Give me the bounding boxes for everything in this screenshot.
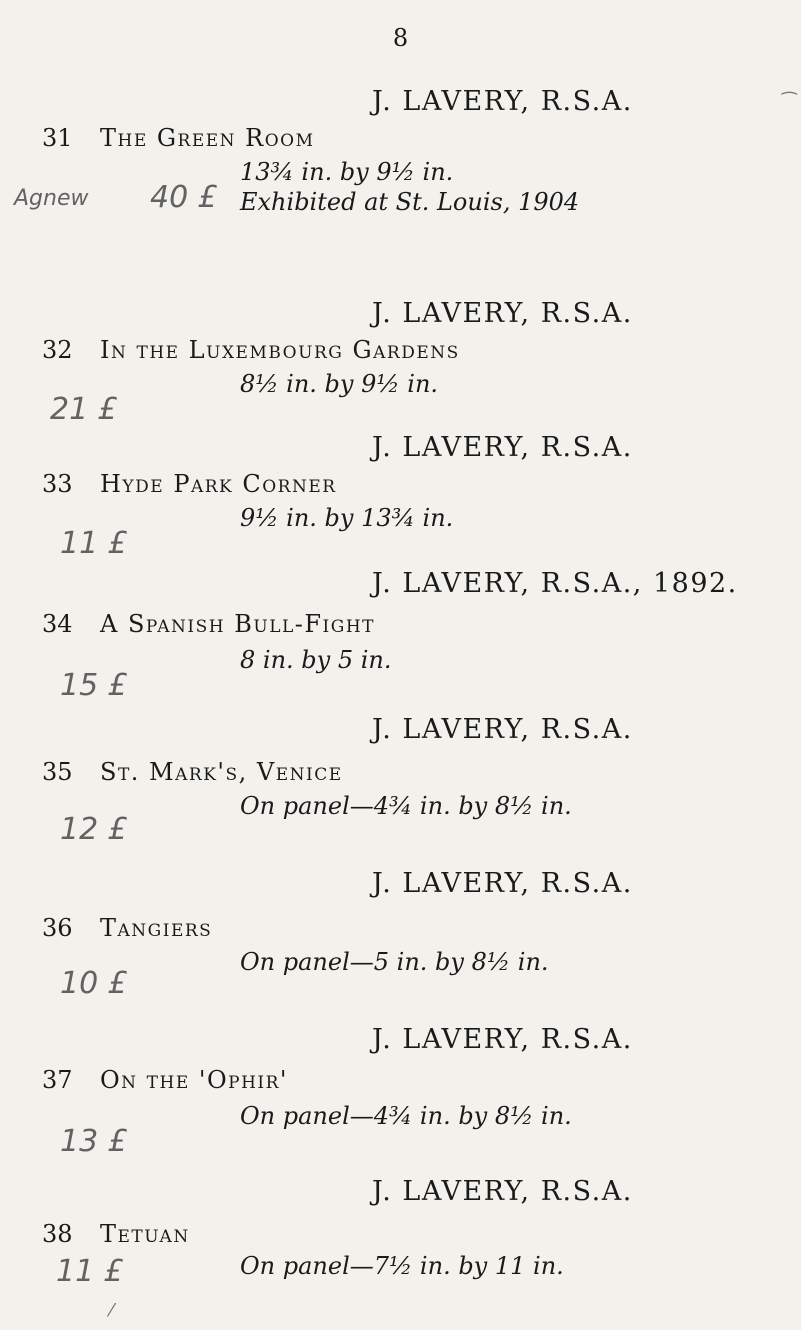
handwritten-price: 10 £ [60, 966, 127, 1001]
lot-number: 35 [42, 758, 73, 786]
lot-title: On the 'Ophir' [100, 1066, 289, 1094]
lot-artist: J. LAVERY, R.S.A. [372, 298, 633, 329]
lot-dimensions: 8½ in. by 9½ in. [240, 370, 439, 398]
lot-title: St. Mark's, Venice [100, 758, 343, 786]
lot-number: 38 [42, 1220, 73, 1248]
lot-number: 36 [42, 914, 73, 942]
lot-artist: J. LAVERY, R.S.A. [372, 1024, 633, 1055]
handwritten-price: 40 £ [150, 180, 217, 215]
lot-artist: J. LAVERY, R.S.A. [372, 86, 633, 117]
lot-dimensions: On panel—4¾ in. by 8½ in. [240, 792, 572, 820]
lot-artist: J. LAVERY, R.S.A. [372, 714, 633, 745]
handwritten-price: 15 £ [60, 668, 127, 703]
lot-number: 33 [42, 470, 73, 498]
lot-dimensions: 9½ in. by 13¾ in. [240, 504, 454, 532]
lot-number: 31 [42, 124, 73, 152]
lot-dimensions: On panel—4¾ in. by 8½ in. [240, 1102, 572, 1130]
handwritten-price: 21 £ [50, 392, 117, 427]
lot-title: The Green Room [100, 124, 315, 152]
handwritten-price: 11 £ [60, 526, 127, 561]
corner-mark-icon: ⁀ [782, 92, 797, 113]
lot-title: Tetuan [100, 1220, 190, 1248]
handwritten-price: 11 £ [56, 1254, 123, 1289]
lot-dimensions: 8 in. by 5 in. [240, 646, 392, 674]
handwritten-price: 12 £ [60, 812, 127, 847]
page-number: 8 [392, 24, 409, 52]
lot-artist: J. LAVERY, R.S.A., 1892. [372, 568, 738, 599]
lot-dimensions: On panel—5 in. by 8½ in. [240, 948, 549, 976]
lot-number: 37 [42, 1066, 73, 1094]
lot-title: Hyde Park Corner [100, 470, 337, 498]
lot-artist: J. LAVERY, R.S.A. [372, 1176, 633, 1207]
lot-title: Tangiers [100, 914, 213, 942]
lot-number: 34 [42, 610, 73, 638]
handwritten-buyer: Agnew [14, 186, 89, 211]
lot-dimensions: 13¾ in. by 9½ in. [240, 158, 454, 186]
lot-number: 32 [42, 336, 73, 364]
lot-artist: J. LAVERY, R.S.A. [372, 432, 633, 463]
handwritten-price: 13 £ [60, 1124, 127, 1159]
margin-mark-icon: ⁄ [110, 1300, 114, 1321]
lot-note: Exhibited at St. Louis, 1904 [240, 188, 580, 216]
lot-artist: J. LAVERY, R.S.A. [372, 868, 633, 899]
lot-title: A Spanish Bull-Fight [100, 610, 376, 638]
lot-dimensions: On panel—7½ in. by 11 in. [240, 1252, 564, 1280]
lot-title: In the Luxembourg Gardens [100, 336, 460, 364]
